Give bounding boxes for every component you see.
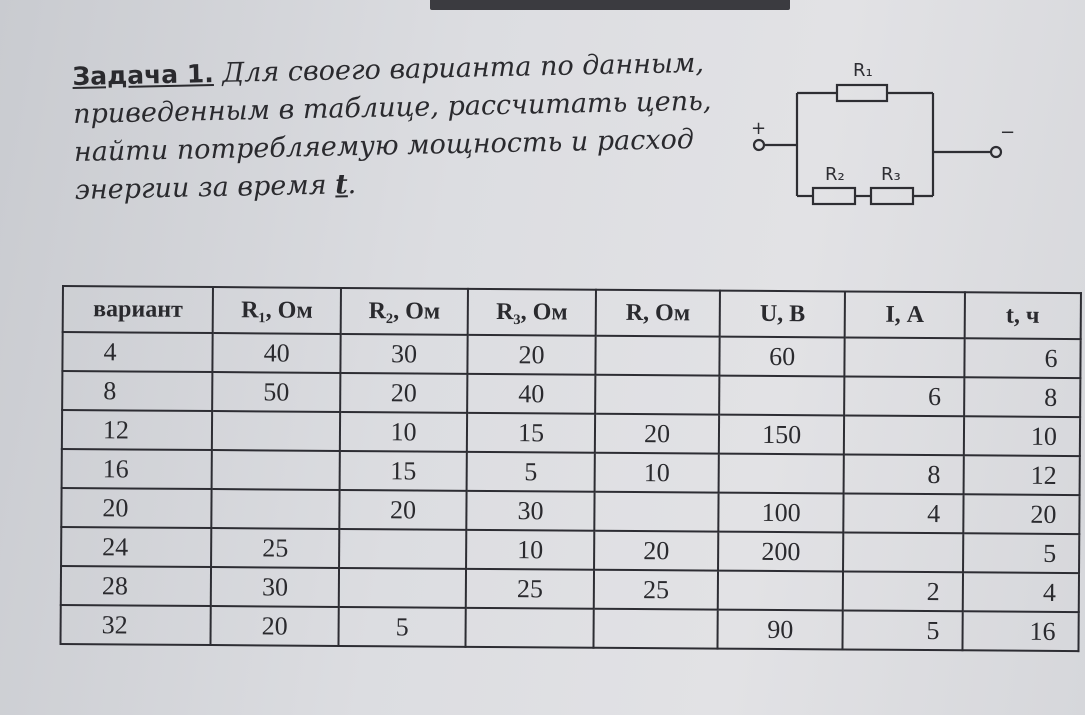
- header-r3: R₃, Ом: [468, 289, 596, 336]
- cell-i: 5: [843, 610, 963, 650]
- cell-r1: 30: [211, 567, 339, 607]
- resistor-r3-icon: [871, 188, 913, 204]
- variants-table: [59, 285, 1081, 652]
- cell-r2: 15: [339, 451, 467, 491]
- r3-label: R₃: [881, 164, 901, 185]
- cell-variant: 16: [62, 449, 213, 489]
- header-u: U, В: [720, 291, 845, 338]
- cell-r3: 25: [466, 569, 594, 609]
- cell-u: [720, 376, 845, 416]
- header-r2: R₂, Ом: [341, 288, 469, 335]
- cell-t: 8: [964, 377, 1081, 417]
- resistor-r1-icon: [837, 85, 887, 101]
- task-time-variable: t: [334, 169, 348, 201]
- cell-r: [595, 375, 720, 415]
- cell-u: 150: [719, 415, 844, 455]
- circuit-diagram: [745, 48, 1035, 223]
- cell-r1: 20: [211, 606, 339, 646]
- cell-u: 100: [719, 493, 844, 533]
- r2-label: R₂: [825, 164, 845, 185]
- cell-t: 20: [963, 494, 1080, 534]
- cell-r2: 10: [340, 412, 468, 452]
- cell-variant: 32: [60, 605, 211, 645]
- cell-u: [719, 454, 844, 494]
- plus-terminal-icon: [754, 140, 764, 150]
- cell-i: [844, 337, 964, 377]
- cell-t: 4: [963, 572, 1080, 612]
- header-r1: R₁, Ом: [213, 287, 341, 334]
- cell-u: 200: [718, 532, 843, 572]
- cell-t: 5: [963, 533, 1080, 573]
- task-text: Для своего варианта по данным, приведенным в таблице, рассчитать цепь, найти потребляемую мощность и расход энергии за время: [72, 47, 712, 206]
- cell-r3: 40: [467, 374, 595, 414]
- cell-r1: 50: [212, 372, 340, 412]
- cell-r2: 20: [340, 373, 468, 413]
- header-variant: вариант: [63, 286, 214, 333]
- cell-t: 6: [964, 338, 1081, 378]
- cell-u: [718, 571, 843, 611]
- cell-i: [843, 532, 963, 572]
- cell-variant: 8: [62, 371, 213, 411]
- cell-r1: 40: [213, 333, 341, 373]
- cell-variant: 24: [61, 527, 212, 567]
- task-end: .: [347, 169, 357, 201]
- cell-r1: [212, 489, 340, 529]
- cell-r: [594, 492, 719, 532]
- circuit-svg: [745, 48, 1035, 223]
- cell-r: 20: [595, 414, 720, 454]
- resistor-r2-icon: [813, 188, 855, 204]
- cell-r1: [212, 411, 340, 451]
- cell-variant: 4: [62, 332, 213, 372]
- cell-r3: 10: [466, 530, 594, 570]
- header-t: t, ч: [964, 292, 1081, 339]
- cell-i: [844, 415, 964, 455]
- cell-u: 60: [720, 337, 845, 377]
- cell-r1: 25: [211, 528, 339, 568]
- cell-r2: [339, 568, 467, 608]
- cell-r: 20: [594, 531, 719, 571]
- cell-r1: [212, 450, 340, 490]
- cell-t: 12: [963, 455, 1080, 495]
- cell-r3: 15: [467, 413, 595, 453]
- top-edge-fragment: [430, 0, 790, 10]
- table-row: [60, 605, 1078, 651]
- cell-i: 6: [844, 376, 964, 416]
- r1-label: R₁: [853, 60, 873, 81]
- cell-r2: 20: [339, 490, 467, 530]
- cell-r2: [339, 529, 467, 569]
- cell-r: 25: [594, 570, 719, 610]
- cell-variant: 20: [61, 488, 212, 528]
- minus-terminal-icon: [991, 147, 1001, 157]
- cell-i: 8: [844, 454, 964, 494]
- cell-u: 90: [718, 610, 843, 650]
- minus-label: −: [1000, 122, 1016, 143]
- task-statement: [72, 43, 775, 210]
- header-r: R, Ом: [595, 290, 720, 337]
- cell-r3: 20: [468, 335, 596, 375]
- plus-label: +: [751, 118, 767, 139]
- cell-r: [595, 336, 720, 376]
- cell-r2: 30: [340, 334, 468, 374]
- data-table-wrapper: [60, 285, 1082, 646]
- cell-variant: 28: [61, 566, 212, 606]
- cell-i: 2: [843, 571, 963, 611]
- table-header-row: [63, 286, 1081, 339]
- cell-t: 16: [962, 611, 1079, 651]
- cell-r3: 5: [467, 452, 595, 492]
- header-i: I, А: [845, 291, 965, 338]
- cell-r: 10: [594, 453, 719, 493]
- cell-i: 4: [843, 493, 963, 533]
- cell-variant: 12: [62, 410, 213, 450]
- cell-r2: 5: [338, 607, 466, 647]
- cell-r: [593, 609, 718, 649]
- cell-r3: [466, 608, 594, 648]
- task-title: Задача 1.: [72, 59, 214, 91]
- cell-t: 10: [964, 416, 1081, 456]
- cell-r3: 30: [467, 491, 595, 531]
